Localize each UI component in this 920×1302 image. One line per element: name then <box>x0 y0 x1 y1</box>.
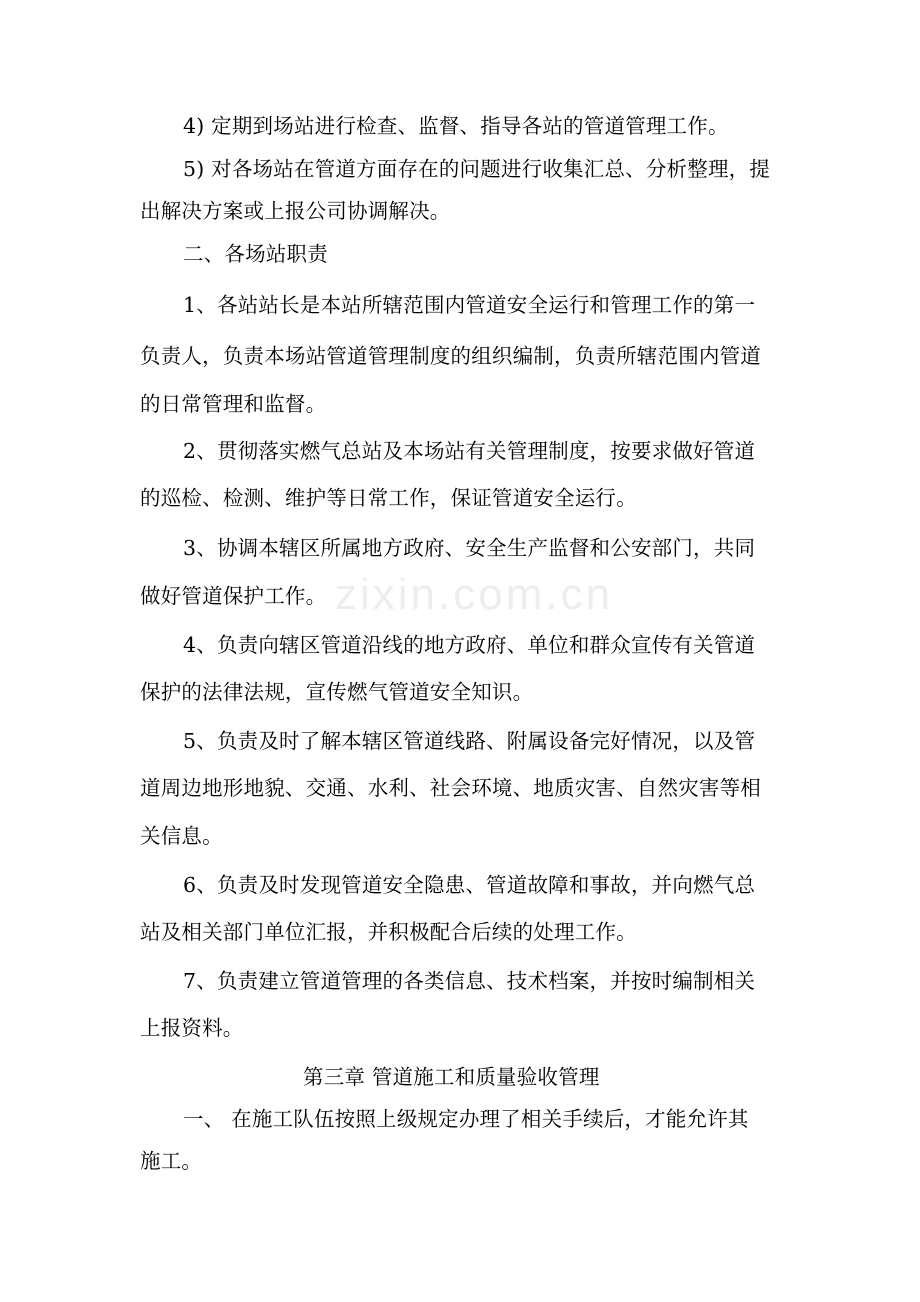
chapter-heading: 第三章 管道施工和质量验收管理 <box>303 1065 600 1089</box>
section-heading: 二、各场站职责 <box>183 242 328 266</box>
text-line: 7、负责建立管道管理的各类信息、技术档案，并按时编制相关 <box>183 969 756 993</box>
text-line: 保护的法律法规，宣传燃气管道安全知识。 <box>140 680 534 704</box>
text-line: 5、负责及时了解本辖区管道线路、附属设备完好情况，以及管 <box>183 729 756 753</box>
text-line: 出解决方案或上报公司协调解决。 <box>140 199 451 223</box>
text-line: 3、协调本辖区所属地方政府、安全生产监督和公安部门，共同 <box>183 536 756 560</box>
text-line: 道周边地形地貌、交通、水利、社会环境、地质灾害、自然灾害等相 <box>140 776 761 800</box>
text-line: 5) 对各场站在管道方面存在的问题进行收集汇总、分析整理，提 <box>183 157 771 181</box>
text-line: 站及相关部门单位汇报，并积极配合后续的处理工作。 <box>140 920 637 944</box>
text-line: 1、各站站长是本站所辖范围内管道安全运行和管理工作的第一 <box>183 293 756 317</box>
watermark-text: zixin.com.cn <box>335 570 614 619</box>
text-line: 关信息。 <box>140 824 223 848</box>
text-line: 的日常管理和监督。 <box>140 392 327 416</box>
text-line: 6、负责及时发现管道安全隐患、管道故障和事故，并向燃气总 <box>183 873 756 897</box>
text-line: 负责人，负责本场站管道管理制度的组织编制，负责所辖范围内管道 <box>140 344 761 368</box>
text-line: 上报资料。 <box>140 1016 244 1040</box>
text-line: 2、贯彻落实燃气总站及本场站有关管理制度，按要求做好管道 <box>183 439 756 463</box>
text-line: 做好管道保护工作。 <box>140 584 327 608</box>
text-line: 的巡检、检测、维护等日常工作，保证管道安全运行。 <box>140 486 637 510</box>
text-line: 4) 定期到场站进行检查、监督、指导各站的管道管理工作。 <box>183 114 729 138</box>
text-line: 施工。 <box>140 1149 203 1173</box>
text-line: 一、 在施工队伍按照上级规定办理了相关手续后，才能允许其 <box>183 1107 749 1131</box>
text-line: 4、负责向辖区管道沿线的地方政府、单位和群众宣传有关管道 <box>183 633 756 657</box>
